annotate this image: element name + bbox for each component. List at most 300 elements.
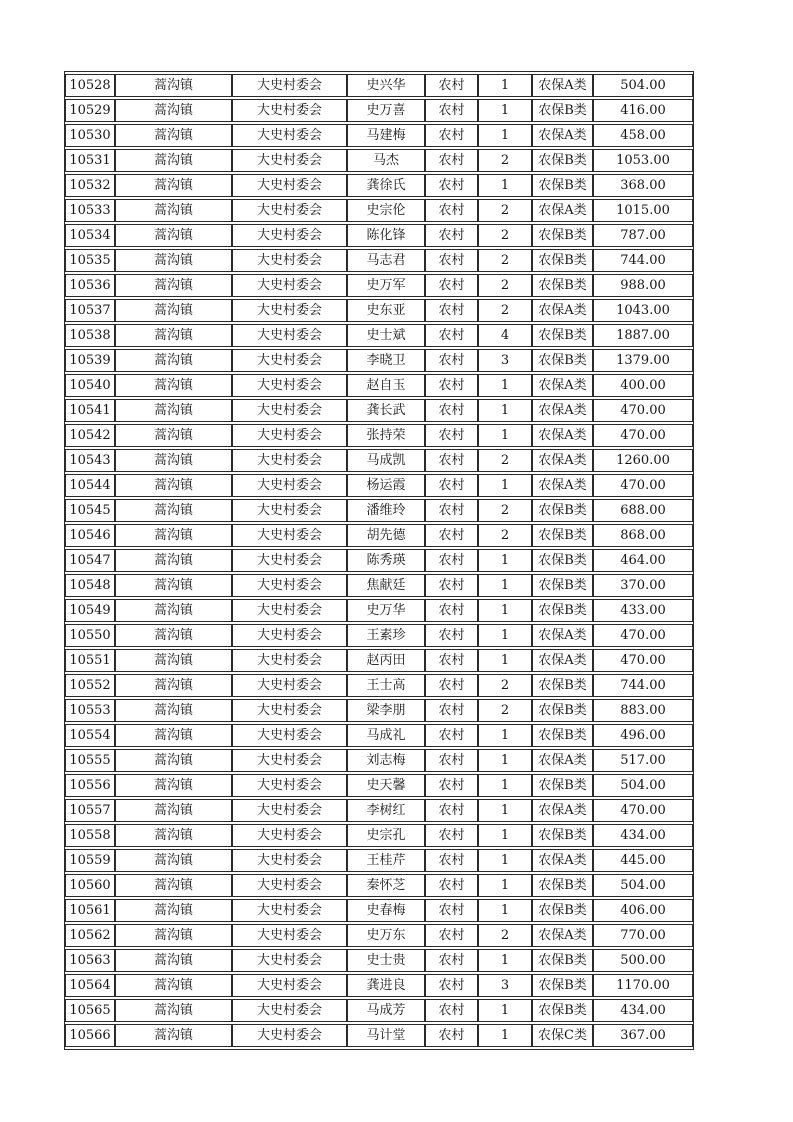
cell-person-name: 焦献廷 (347, 574, 425, 597)
cell-insurance-category: 农保B类 (532, 174, 593, 197)
cell-record-id: 10542 (65, 424, 115, 447)
cell-insurance-category: 农保A类 (532, 399, 593, 422)
cell-village-committee: 大史村委会 (232, 74, 347, 97)
cell-town: 蒿沟镇 (115, 199, 232, 222)
cell-person-count: 2 (478, 924, 532, 947)
cell-town: 蒿沟镇 (115, 274, 232, 297)
cell-record-id: 10547 (65, 549, 115, 572)
cell-record-id: 10560 (65, 874, 115, 897)
cell-village-committee: 大史村委会 (232, 999, 347, 1022)
cell-insurance-category: 农保B类 (532, 274, 593, 297)
cell-residence-type: 农村 (425, 624, 478, 647)
cell-amount: 470.00 (593, 799, 693, 822)
cell-amount: 504.00 (593, 74, 693, 97)
table-row (65, 499, 693, 522)
cell-record-id: 10541 (65, 399, 115, 422)
cell-town: 蒿沟镇 (115, 624, 232, 647)
cell-town: 蒿沟镇 (115, 574, 232, 597)
table-row (65, 299, 693, 322)
cell-village-committee: 大史村委会 (232, 1024, 347, 1047)
cell-record-id: 10548 (65, 574, 115, 597)
cell-person-count: 1 (478, 749, 532, 772)
cell-person-name: 陈化锋 (347, 224, 425, 247)
cell-town: 蒿沟镇 (115, 1024, 232, 1047)
cell-insurance-category: 农保C类 (532, 1024, 593, 1047)
cell-village-committee: 大史村委会 (232, 474, 347, 497)
cell-record-id: 10544 (65, 474, 115, 497)
cell-residence-type: 农村 (425, 349, 478, 372)
cell-record-id: 10531 (65, 149, 115, 172)
cell-person-name: 马建梅 (347, 124, 425, 147)
cell-village-committee: 大史村委会 (232, 674, 347, 697)
cell-village-committee: 大史村委会 (232, 899, 347, 922)
cell-record-id: 10557 (65, 799, 115, 822)
cell-record-id: 10545 (65, 499, 115, 522)
cell-person-name: 马成礼 (347, 724, 425, 747)
cell-residence-type: 农村 (425, 874, 478, 897)
cell-village-committee: 大史村委会 (232, 974, 347, 997)
table-row (65, 74, 693, 97)
cell-record-id: 10552 (65, 674, 115, 697)
cell-record-id: 10565 (65, 999, 115, 1022)
cell-insurance-category: 农保A类 (532, 199, 593, 222)
cell-person-count: 2 (478, 674, 532, 697)
cell-residence-type: 农村 (425, 224, 478, 247)
cell-person-count: 1 (478, 599, 532, 622)
cell-person-count: 2 (478, 699, 532, 722)
cell-record-id: 10528 (65, 74, 115, 97)
cell-insurance-category: 农保A类 (532, 649, 593, 672)
cell-person-count: 1 (478, 774, 532, 797)
cell-amount: 787.00 (593, 224, 693, 247)
cell-town: 蒿沟镇 (115, 224, 232, 247)
cell-person-name: 赵自玉 (347, 374, 425, 397)
cell-amount: 1053.00 (593, 149, 693, 172)
cell-town: 蒿沟镇 (115, 549, 232, 572)
cell-person-count: 2 (478, 149, 532, 172)
cell-amount: 370.00 (593, 574, 693, 597)
cell-village-committee: 大史村委会 (232, 149, 347, 172)
cell-person-name: 史东亚 (347, 299, 425, 322)
cell-person-name: 杨运霞 (347, 474, 425, 497)
cell-amount: 470.00 (593, 424, 693, 447)
cell-residence-type: 农村 (425, 724, 478, 747)
cell-village-committee: 大史村委会 (232, 824, 347, 847)
cell-village-committee: 大史村委会 (232, 699, 347, 722)
roster-table-container (64, 71, 694, 1050)
cell-residence-type: 农村 (425, 199, 478, 222)
cell-record-id: 10538 (65, 324, 115, 347)
cell-amount: 500.00 (593, 949, 693, 972)
cell-amount: 868.00 (593, 524, 693, 547)
cell-village-committee: 大史村委会 (232, 324, 347, 347)
cell-village-committee: 大史村委会 (232, 774, 347, 797)
cell-residence-type: 农村 (425, 974, 478, 997)
cell-record-id: 10555 (65, 749, 115, 772)
cell-amount: 416.00 (593, 99, 693, 122)
cell-record-id: 10549 (65, 599, 115, 622)
cell-person-name: 龚进良 (347, 974, 425, 997)
cell-person-name: 赵丙田 (347, 649, 425, 672)
table-row (65, 674, 693, 697)
cell-person-name: 龚徐氏 (347, 174, 425, 197)
cell-town: 蒿沟镇 (115, 499, 232, 522)
cell-amount: 1015.00 (593, 199, 693, 222)
cell-amount: 688.00 (593, 499, 693, 522)
cell-residence-type: 农村 (425, 449, 478, 472)
table-row (65, 574, 693, 597)
cell-town: 蒿沟镇 (115, 99, 232, 122)
cell-person-count: 2 (478, 524, 532, 547)
cell-town: 蒿沟镇 (115, 749, 232, 772)
cell-residence-type: 农村 (425, 274, 478, 297)
cell-record-id: 10556 (65, 774, 115, 797)
cell-person-count: 1 (478, 849, 532, 872)
cell-town: 蒿沟镇 (115, 124, 232, 147)
cell-amount: 367.00 (593, 1024, 693, 1047)
cell-person-count: 1 (478, 799, 532, 822)
cell-residence-type: 农村 (425, 149, 478, 172)
cell-residence-type: 农村 (425, 499, 478, 522)
cell-person-count: 2 (478, 449, 532, 472)
table-row (65, 624, 693, 647)
table-row (65, 599, 693, 622)
table-row (65, 699, 693, 722)
cell-residence-type: 农村 (425, 674, 478, 697)
cell-record-id: 10530 (65, 124, 115, 147)
cell-record-id: 10543 (65, 449, 115, 472)
cell-town: 蒿沟镇 (115, 349, 232, 372)
cell-person-name: 马成芳 (347, 999, 425, 1022)
cell-residence-type: 农村 (425, 849, 478, 872)
cell-insurance-category: 农保A类 (532, 624, 593, 647)
cell-village-committee: 大史村委会 (232, 749, 347, 772)
cell-insurance-category: 农保A类 (532, 424, 593, 447)
cell-village-committee: 大史村委会 (232, 924, 347, 947)
cell-person-count: 2 (478, 224, 532, 247)
cell-person-count: 1 (478, 899, 532, 922)
cell-town: 蒿沟镇 (115, 874, 232, 897)
cell-amount: 470.00 (593, 649, 693, 672)
cell-town: 蒿沟镇 (115, 399, 232, 422)
table-row (65, 899, 693, 922)
table-row (65, 999, 693, 1022)
cell-town: 蒿沟镇 (115, 774, 232, 797)
table-row (65, 399, 693, 422)
cell-insurance-category: 农保B类 (532, 599, 593, 622)
cell-insurance-category: 农保B类 (532, 349, 593, 372)
cell-insurance-category: 农保B类 (532, 874, 593, 897)
table-row (65, 1024, 693, 1047)
cell-town: 蒿沟镇 (115, 324, 232, 347)
table-row (65, 549, 693, 572)
cell-insurance-category: 农保B类 (532, 999, 593, 1022)
cell-person-name: 史兴华 (347, 74, 425, 97)
cell-residence-type: 农村 (425, 524, 478, 547)
table-row (65, 199, 693, 222)
cell-person-name: 史宗孔 (347, 824, 425, 847)
cell-village-committee: 大史村委会 (232, 799, 347, 822)
cell-record-id: 10561 (65, 899, 115, 922)
cell-record-id: 10533 (65, 199, 115, 222)
table-row (65, 274, 693, 297)
cell-person-count: 3 (478, 349, 532, 372)
cell-amount: 744.00 (593, 249, 693, 272)
cell-insurance-category: 农保A类 (532, 924, 593, 947)
cell-amount: 504.00 (593, 874, 693, 897)
cell-person-name: 史天馨 (347, 774, 425, 797)
cell-residence-type: 农村 (425, 599, 478, 622)
cell-insurance-category: 农保A类 (532, 74, 593, 97)
cell-person-count: 3 (478, 974, 532, 997)
cell-person-name: 龚长武 (347, 399, 425, 422)
cell-person-name: 史万喜 (347, 99, 425, 122)
cell-record-id: 10559 (65, 849, 115, 872)
cell-town: 蒿沟镇 (115, 149, 232, 172)
cell-insurance-category: 农保A类 (532, 849, 593, 872)
cell-record-id: 10534 (65, 224, 115, 247)
cell-town: 蒿沟镇 (115, 249, 232, 272)
cell-village-committee: 大史村委会 (232, 274, 347, 297)
cell-residence-type: 农村 (425, 824, 478, 847)
cell-town: 蒿沟镇 (115, 474, 232, 497)
cell-person-name: 张持荣 (347, 424, 425, 447)
cell-village-committee: 大史村委会 (232, 624, 347, 647)
cell-insurance-category: 农保A类 (532, 299, 593, 322)
cell-town: 蒿沟镇 (115, 999, 232, 1022)
cell-person-name: 史万军 (347, 274, 425, 297)
cell-amount: 470.00 (593, 399, 693, 422)
table-row (65, 524, 693, 547)
cell-town: 蒿沟镇 (115, 424, 232, 447)
table-row (65, 774, 693, 797)
cell-insurance-category: 农保B类 (532, 899, 593, 922)
cell-amount: 368.00 (593, 174, 693, 197)
cell-person-name: 潘维玲 (347, 499, 425, 522)
cell-residence-type: 农村 (425, 699, 478, 722)
cell-record-id: 10553 (65, 699, 115, 722)
cell-town: 蒿沟镇 (115, 799, 232, 822)
cell-person-count: 2 (478, 249, 532, 272)
cell-record-id: 10566 (65, 1024, 115, 1047)
cell-amount: 434.00 (593, 824, 693, 847)
cell-town: 蒿沟镇 (115, 74, 232, 97)
cell-residence-type: 农村 (425, 124, 478, 147)
cell-person-count: 1 (478, 374, 532, 397)
table-row (65, 749, 693, 772)
cell-record-id: 10540 (65, 374, 115, 397)
cell-village-committee: 大史村委会 (232, 124, 347, 147)
roster-table-body (65, 74, 693, 1047)
cell-person-count: 1 (478, 474, 532, 497)
cell-town: 蒿沟镇 (115, 924, 232, 947)
cell-record-id: 10536 (65, 274, 115, 297)
cell-amount: 1043.00 (593, 299, 693, 322)
cell-person-name: 王桂芹 (347, 849, 425, 872)
cell-record-id: 10563 (65, 949, 115, 972)
cell-insurance-category: 农保B类 (532, 824, 593, 847)
cell-insurance-category: 农保B类 (532, 224, 593, 247)
cell-amount: 1260.00 (593, 449, 693, 472)
cell-residence-type: 农村 (425, 174, 478, 197)
cell-town: 蒿沟镇 (115, 524, 232, 547)
cell-amount: 433.00 (593, 599, 693, 622)
cell-town: 蒿沟镇 (115, 824, 232, 847)
cell-village-committee: 大史村委会 (232, 599, 347, 622)
cell-village-committee: 大史村委会 (232, 549, 347, 572)
cell-village-committee: 大史村委会 (232, 849, 347, 872)
cell-insurance-category: 农保A类 (532, 124, 593, 147)
cell-record-id: 10558 (65, 824, 115, 847)
cell-town: 蒿沟镇 (115, 949, 232, 972)
cell-town: 蒿沟镇 (115, 599, 232, 622)
table-row (65, 249, 693, 272)
table-row (65, 124, 693, 147)
cell-person-count: 1 (478, 99, 532, 122)
cell-insurance-category: 农保B类 (532, 699, 593, 722)
cell-amount: 770.00 (593, 924, 693, 947)
table-row (65, 474, 693, 497)
cell-town: 蒿沟镇 (115, 449, 232, 472)
cell-person-name: 李晓卫 (347, 349, 425, 372)
cell-residence-type: 农村 (425, 249, 478, 272)
cell-amount: 517.00 (593, 749, 693, 772)
cell-person-name: 马杰 (347, 149, 425, 172)
cell-person-name: 秦怀芝 (347, 874, 425, 897)
cell-town: 蒿沟镇 (115, 974, 232, 997)
cell-person-name: 陈秀瑛 (347, 549, 425, 572)
cell-record-id: 10529 (65, 99, 115, 122)
cell-residence-type: 农村 (425, 399, 478, 422)
cell-town: 蒿沟镇 (115, 174, 232, 197)
cell-town: 蒿沟镇 (115, 649, 232, 672)
cell-village-committee: 大史村委会 (232, 349, 347, 372)
cell-person-name: 刘志梅 (347, 749, 425, 772)
cell-insurance-category: 农保B类 (532, 974, 593, 997)
cell-insurance-category: 农保A类 (532, 449, 593, 472)
cell-village-committee: 大史村委会 (232, 524, 347, 547)
cell-amount: 400.00 (593, 374, 693, 397)
table-row (65, 349, 693, 372)
cell-person-count: 2 (478, 199, 532, 222)
table-row (65, 149, 693, 172)
table-row (65, 724, 693, 747)
cell-record-id: 10554 (65, 724, 115, 747)
cell-amount: 434.00 (593, 999, 693, 1022)
cell-amount: 504.00 (593, 774, 693, 797)
cell-insurance-category: 农保A类 (532, 474, 593, 497)
cell-amount: 988.00 (593, 274, 693, 297)
cell-person-name: 史士斌 (347, 324, 425, 347)
cell-residence-type: 农村 (425, 749, 478, 772)
table-row (65, 924, 693, 947)
cell-amount: 1170.00 (593, 974, 693, 997)
cell-record-id: 10550 (65, 624, 115, 647)
cell-village-committee: 大史村委会 (232, 399, 347, 422)
cell-person-name: 史万东 (347, 924, 425, 947)
cell-residence-type: 农村 (425, 1024, 478, 1047)
cell-insurance-category: 农保B类 (532, 99, 593, 122)
cell-person-name: 王士高 (347, 674, 425, 697)
cell-person-name: 马成凯 (347, 449, 425, 472)
cell-person-count: 1 (478, 999, 532, 1022)
cell-person-count: 4 (478, 324, 532, 347)
cell-residence-type: 农村 (425, 374, 478, 397)
cell-residence-type: 农村 (425, 549, 478, 572)
table-row (65, 874, 693, 897)
cell-town: 蒿沟镇 (115, 724, 232, 747)
cell-town: 蒿沟镇 (115, 899, 232, 922)
cell-person-count: 1 (478, 124, 532, 147)
cell-person-name: 史士贵 (347, 949, 425, 972)
table-row (65, 974, 693, 997)
cell-person-count: 2 (478, 499, 532, 522)
cell-person-name: 史春梅 (347, 899, 425, 922)
cell-village-committee: 大史村委会 (232, 199, 347, 222)
cell-residence-type: 农村 (425, 899, 478, 922)
table-row (65, 174, 693, 197)
cell-insurance-category: 农保B类 (532, 249, 593, 272)
cell-residence-type: 农村 (425, 99, 478, 122)
cell-record-id: 10532 (65, 174, 115, 197)
table-row (65, 99, 693, 122)
cell-town: 蒿沟镇 (115, 674, 232, 697)
cell-person-count: 1 (478, 1024, 532, 1047)
cell-person-count: 1 (478, 424, 532, 447)
cell-record-id: 10562 (65, 924, 115, 947)
cell-village-committee: 大史村委会 (232, 174, 347, 197)
cell-record-id: 10546 (65, 524, 115, 547)
cell-village-committee: 大史村委会 (232, 949, 347, 972)
cell-village-committee: 大史村委会 (232, 249, 347, 272)
cell-insurance-category: 农保B类 (532, 574, 593, 597)
table-row (65, 324, 693, 347)
cell-insurance-category: 农保A类 (532, 799, 593, 822)
cell-insurance-category: 农保B类 (532, 774, 593, 797)
cell-person-count: 1 (478, 624, 532, 647)
cell-insurance-category: 农保B类 (532, 949, 593, 972)
cell-insurance-category: 农保A类 (532, 374, 593, 397)
insurance-roster-table (64, 71, 694, 1050)
cell-person-name: 李树红 (347, 799, 425, 822)
cell-person-count: 1 (478, 649, 532, 672)
cell-person-name: 胡先德 (347, 524, 425, 547)
cell-residence-type: 农村 (425, 949, 478, 972)
table-row (65, 949, 693, 972)
cell-person-count: 1 (478, 74, 532, 97)
cell-amount: 470.00 (593, 474, 693, 497)
cell-town: 蒿沟镇 (115, 699, 232, 722)
cell-residence-type: 农村 (425, 324, 478, 347)
cell-person-name: 王素珍 (347, 624, 425, 647)
cell-residence-type: 农村 (425, 299, 478, 322)
cell-village-committee: 大史村委会 (232, 424, 347, 447)
cell-residence-type: 农村 (425, 74, 478, 97)
table-row (65, 649, 693, 672)
cell-village-committee: 大史村委会 (232, 99, 347, 122)
cell-insurance-category: 农保B类 (532, 149, 593, 172)
cell-person-count: 2 (478, 299, 532, 322)
table-row (65, 424, 693, 447)
cell-village-committee: 大史村委会 (232, 649, 347, 672)
cell-village-committee: 大史村委会 (232, 499, 347, 522)
cell-residence-type: 农村 (425, 574, 478, 597)
cell-record-id: 10564 (65, 974, 115, 997)
cell-record-id: 10537 (65, 299, 115, 322)
cell-person-count: 2 (478, 274, 532, 297)
table-row (65, 799, 693, 822)
cell-amount: 883.00 (593, 699, 693, 722)
